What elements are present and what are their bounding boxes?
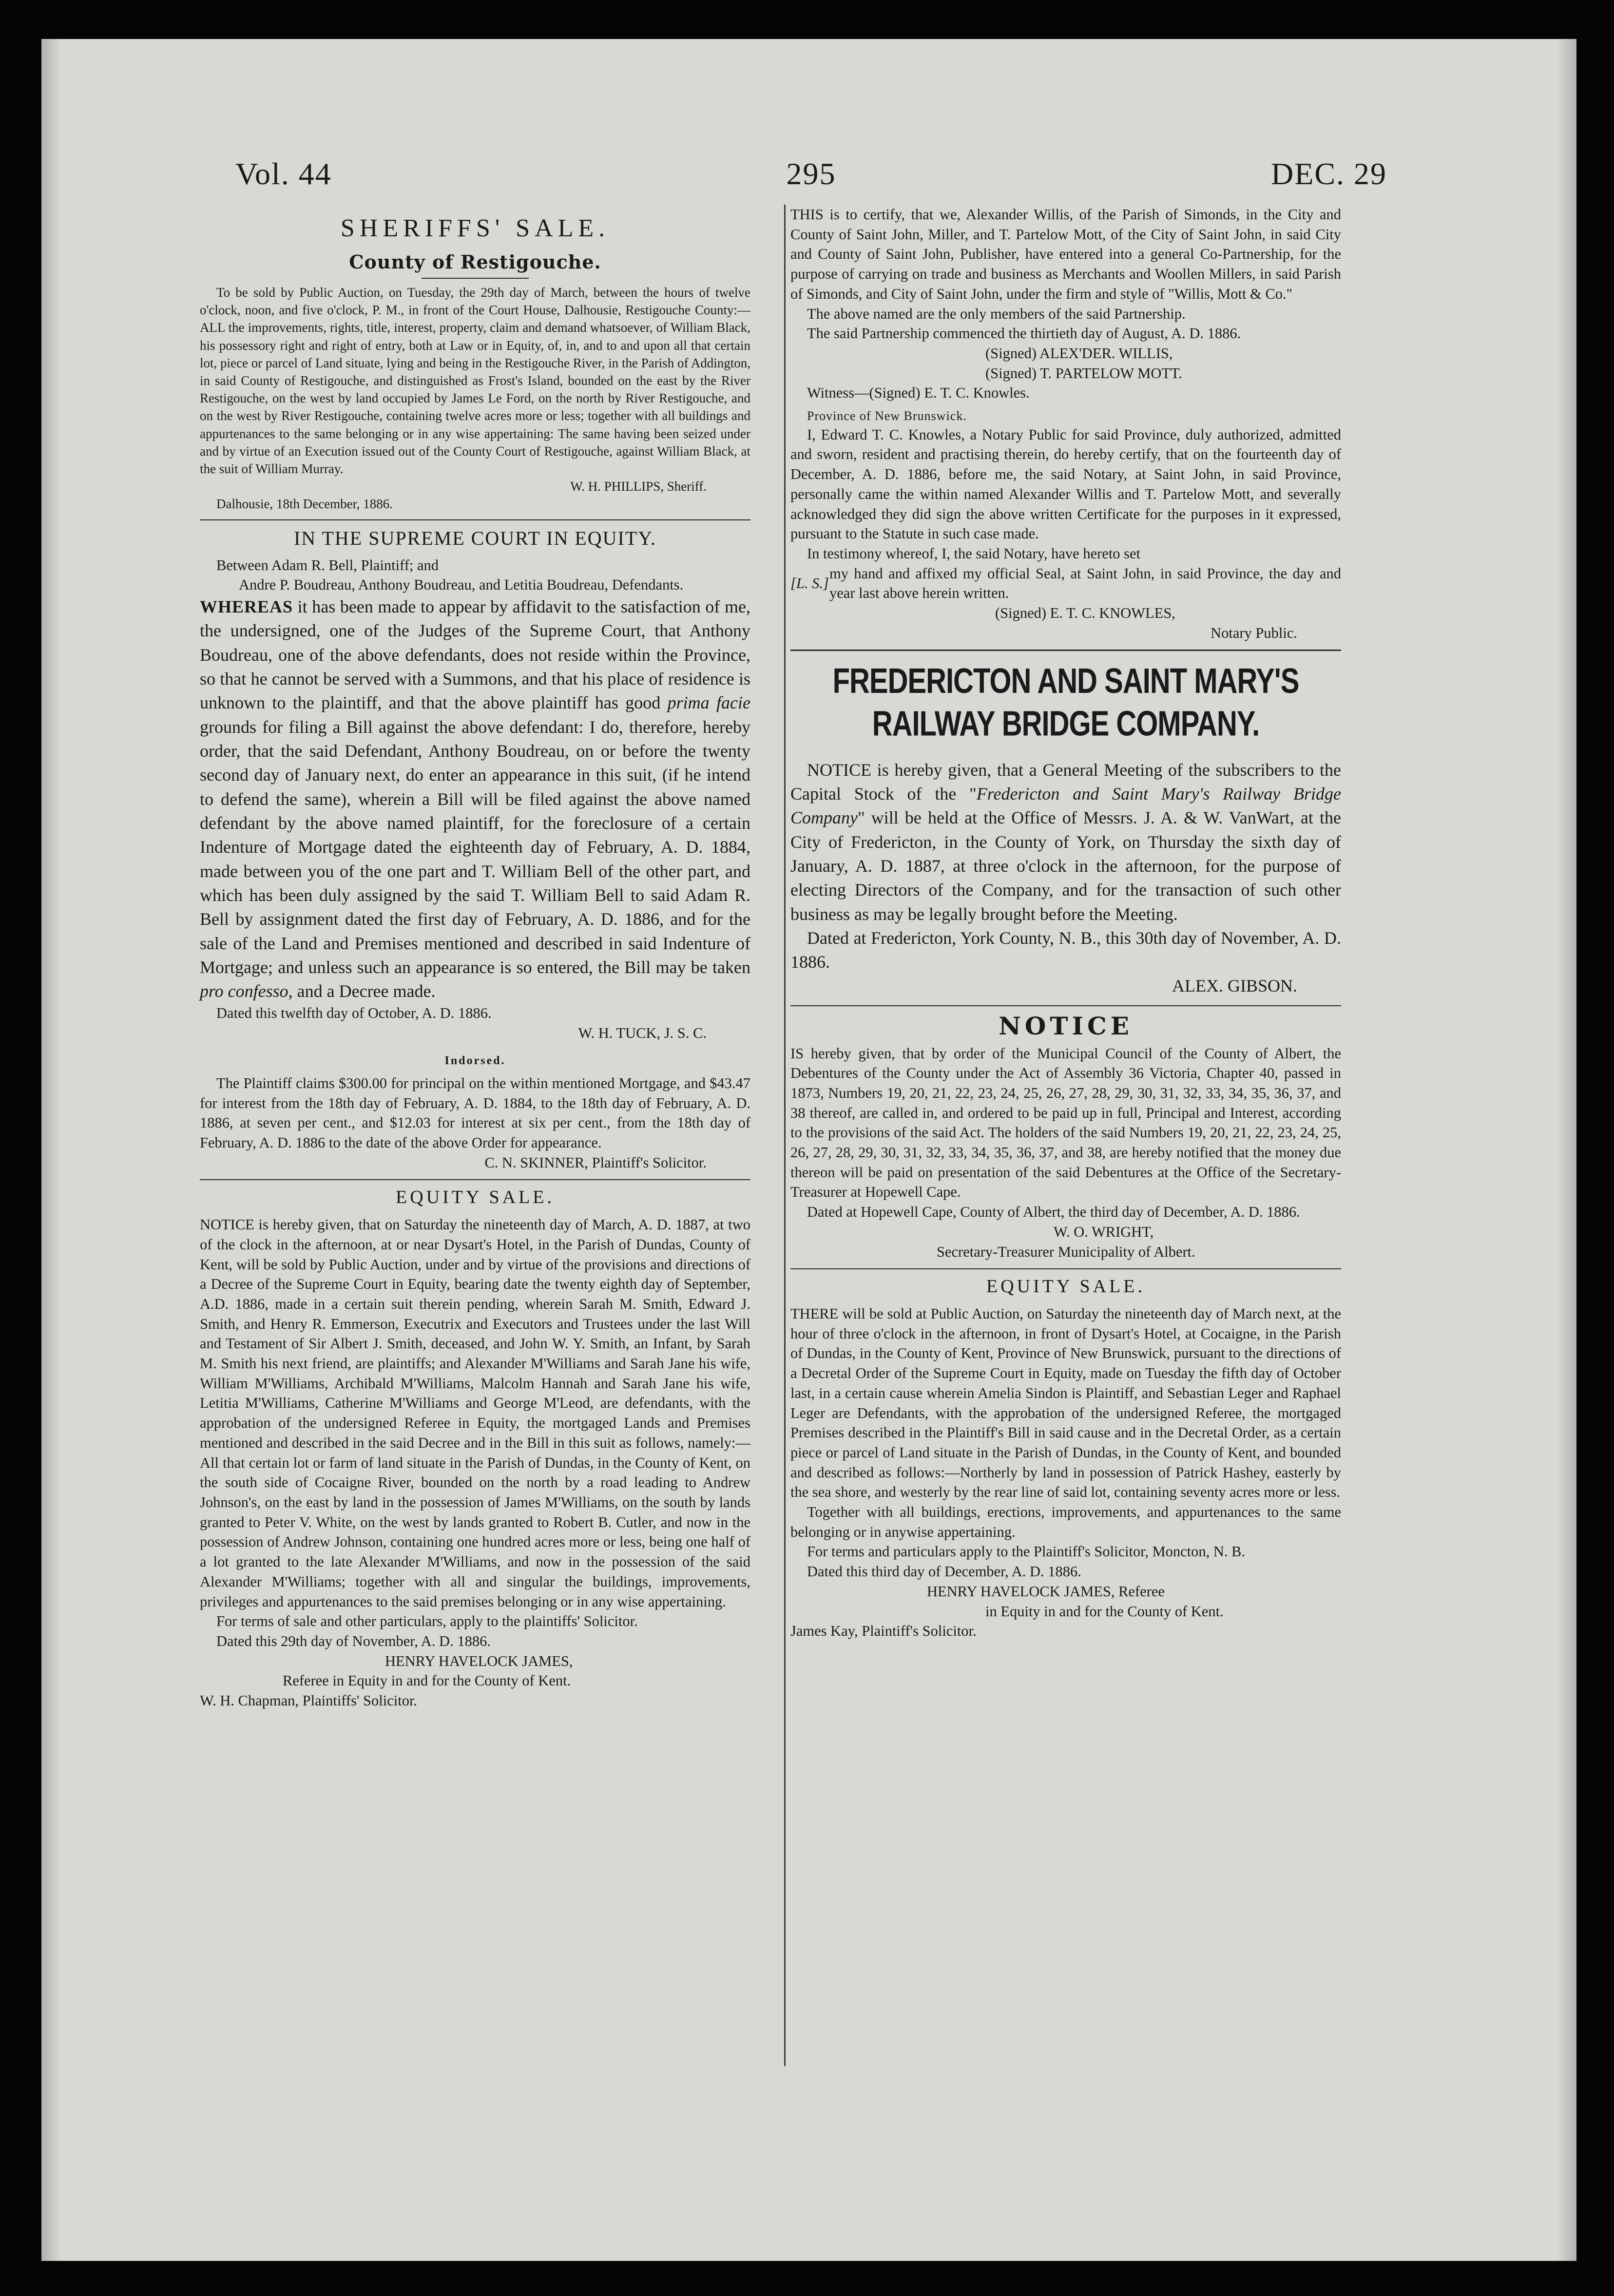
right-column	[790, 205, 1341, 1641]
witness-line: Witness—(Signed) E. T. C. Knowles.	[807, 384, 1030, 402]
testimony-body: my hand and affixed my official Seal, at Saint John, in said Province, the day and year last above herein written.	[829, 565, 1341, 602]
partnership-commenced: The said Partnership commenced the thirtieth day of August, A. D. 1886.	[807, 325, 1241, 342]
running-header	[235, 156, 1387, 200]
page-number: 295	[786, 156, 836, 191]
section-rule	[200, 519, 750, 520]
albert-dated: Dated at Hopewell Cape, County of Albert, the third day of December, A. D. 1886.	[807, 1204, 1300, 1221]
supreme-court-notice	[200, 525, 750, 1172]
sheriff-signature: W. H. PHILLIPS, Sheriff.	[570, 479, 707, 494]
county-heading: County of Restigouche.	[349, 251, 601, 273]
testimony-line: In testimony whereof, I, the said Notary, have hereto set	[807, 545, 1141, 562]
referee-name: HENRY HAVELOCK JAMES,	[385, 1652, 573, 1669]
sheriffs-sale-body: To be sold by Public Auction, on Tuesday, the 29th day of March, between the hours of twelve o'clock, noon, and five o'clock, P. M., in front of the Court House, Dalhousie, Restigouche County:— ALL the improvements, rights, title, interest, property, claim and demand whatsoever, of William Black, his possessory right and right of entry, both at Law or in Equity, of, in, and to and upon all that certain lot, piece or parcel of Land situate, lying and being in the Restigouche River, in the Parish of Addington, in said County of Restigouche, and distinguished as Frost's Island, bounded on the east by the River Restigouche, on the west by land occupied by James Le Ford, on the north by River Restigouche, and on the west by River Restigouche, containing twelve acres more or less; together with all buildings and appurtenances to the same belonging or in any wise appertaining: The same having been seized under and by virtue of an Execution issued out of the County Court of Restigouche, against William Black, at the suit of William Murray.	[200, 285, 750, 476]
scan-shadow-left	[41, 39, 61, 2261]
equity-dated-right: Dated this third day of December, A. D. 1886.	[807, 1563, 1081, 1580]
section-rule	[790, 650, 1341, 651]
supreme-dated: Dated this twelfth day of October, A. D. 1886.	[216, 1005, 492, 1022]
left-column	[200, 205, 750, 1711]
referee-name-right: HENRY HAVELOCK JAMES, Referee	[927, 1583, 1165, 1600]
defendants-line: Andre P. Boudreau, Anthony Boudreau, and Letitia Boudreau, Defendants.	[239, 576, 684, 593]
partnership-members: The above named are the only members of the said Partnership.	[807, 305, 1186, 322]
notice-title: NOTICE	[999, 1011, 1133, 1040]
referee-title-right: in Equity in and for the County of Kent.	[985, 1603, 1224, 1620]
column-divider	[784, 205, 786, 2066]
sheriffs-sale-title: SHERIFFS' SALE.	[340, 214, 610, 242]
signature-mott: (Signed) T. PARTELOW MOTT.	[985, 364, 1182, 382]
judge-signature: W. H. TUCK, J. S. C.	[578, 1025, 707, 1042]
wright-signature: W. O. WRIGHT,	[1054, 1223, 1154, 1240]
railway-bridge-notice	[790, 661, 1341, 998]
section-rule	[200, 1179, 750, 1180]
equity-sale-title-right: EQUITY SALE.	[986, 1276, 1145, 1297]
partnership-notice	[790, 205, 1341, 643]
supreme-court-body: WHEREAS it has been made to appear by affidavit to the satisfaction of me, the undersigned, one of the Judges of the Supreme Court, that Anthony Boudreau, one of the above defendants, does not reside within the Province, so that he cannot be served with a Summons, and that his place of residence is unknown to the plaintiff, and that the above plaintiff has good prima facie grounds for filing a Bill against the above defendant: I do, therefore, hereby order, that the said Defendant, Anthony Boudreau, on or before the twenty second day of January next, do enter an appearance in this suit, (if he intend to defend the same), wherein a Bill will be filed against the above named defendant by the above named plaintiff, for the foreclosure of a certain Indenture of Mortgage dated the eighteenth day of February, A. D. 1884, made between you of the one part and T. William Bell of the other part, and which has been duly assigned by the said T. William Bell to said Adam R. Bell by assignment dated the first day of February, A. D. 1886, and for the sale of the Land and Premises mentioned and described in said Indenture of Mortgage; and unless such an appearance is so entered, the Bill may be taken pro confesso, and a Decree made.	[200, 597, 750, 1001]
albert-body: IS hereby given, that by order of the Municipal Council of the County of Albert, the Debentures of the County under the Act of Assembly 36 Victoria, Chapter 40, passed in 1873, Numbers 19, 20, 21, 22, 23, 24, 25, 26, 27, 28, 29, 30, 31, 32, 33, 34, 35, 36, 37, and 38 thereof, are called in, and ordered to be paid up in full, Principal and Interest, according to the provisions of the said Act. The holders of the said Numbers 19, 20, 21, 22, 23, 24, 25, 26, 27, 28, 29, 30, 31, 32, 33, 34, 35, 36, 37, and 38, are hereby notified that the money due thereon will be paid on presentation of the said Debentures at the Office of the Secretary-Treasurer at Hopewell Cape.	[790, 1045, 1341, 1201]
equity-sale-terms: For terms of sale and other particulars, apply to the plaintiffs' Solicitor.	[216, 1613, 638, 1630]
notary-title: Notary Public.	[1210, 624, 1297, 641]
gibson-signature: ALEX. GIBSON.	[1172, 976, 1297, 996]
equity-sale-notice-left	[200, 1185, 750, 1710]
equity-sale-dated: Dated this 29th day of November, A. D. 1886.	[216, 1632, 491, 1649]
railway-bridge-title: FREDERICTON AND SAINT MARY'S RAILWAY BRIDGE COMPANY.	[832, 661, 1299, 744]
testimony-block	[790, 564, 1341, 603]
wright-title: Secretary-Treasurer Municipality of Albert.	[937, 1243, 1195, 1260]
endorsed-heading: Indorsed.	[444, 1054, 506, 1067]
province-line: Province of New Brunswick.	[807, 409, 967, 423]
equity-sale-title: EQUITY SALE.	[396, 1187, 555, 1208]
railway-bridge-dated: Dated at Fredericton, York County, N. B., this 30th day of November, A. D. 1886.	[790, 928, 1341, 972]
referee-title: Referee in Equity in and for the County of Kent.	[283, 1672, 571, 1689]
seal-mark: [L. S.]	[790, 574, 829, 592]
equity-sale-body: NOTICE is hereby given, that on Saturday the nineteenth day of March, A. D. 1887, at two of the clock in the afternoon, at or near Dysart's Hotel, in the Parish of Dundas, County of Kent, will be sold by Public Auction, under and by virtue of the provisions and directions of a Decree of the Supreme Court in Equity, bearing date the twenty eighth day of September, A.D. 1886, made in a certain suit therein pending, wherein Sarah M. Smith, Edward J. Smith, and Henry R. Emmerson, Executrix and Executors and Trustees under the last Will and Testament of Sir Albert J. Smith, deceased, and John W. Y. Smith, an Infant, by Sarah M. Smith his next friend, are plaintiffs; and Alexander M'Williams and Sarah Jane his wife, William M'Williams, Archibald M'Williams, Malcolm Hannah and Sarah Jane his wife, Letitia M'Williams, Catherine M'Williams and George M'Leod, are defendants, with the approbation of the undersigned Referee in Equity, the mortgaged Lands and Premises mentioned and described in the said Decree and in the Bill in this suit as follows, namely:—All that certain lot or farm of land situate in the Parish of Dundas, in the County of Kent, on the south side of Cocaigne River, bounded on the north by a road leading to Andrew Johnson's, on the east by land in the possession of James M'Williams, on the south by lands granted to Peter V. White, on the west by lands granted to Robert B. Cutler, and now in the possession of Andrew Johnson, containing one hundred acres more or less, being one half of a lot granted to the late Alexander M'Williams, and now in the possession of the said Alexander M'Williams; together with all and singular the buildings, improvements, privileges and appurtenances to the said premises belonging or in any wise appertaining.	[200, 1216, 750, 1610]
section-rule	[790, 1268, 1341, 1269]
supreme-court-title: IN THE SUPREME COURT IN EQUITY.	[293, 527, 657, 550]
notary-body: I, Edward T. C. Knowles, a Notary Public for said Province, duly authorized, admitted and sworn, resident and practising therein, do hereby certify, that on the fourteenth day of December, A. D. 1886, before me, the said Notary, at Saint John, in said Province, personally came the within named Alexander Willis and T. Partelow Mott, and severally acknowledged they did sign the above written Certificate for the purposes in it expressed, pursuant to the Statute in such case made.	[790, 426, 1341, 542]
plaintiff-solicitor: C. N. SKINNER, Plaintiff's Solicitor.	[484, 1154, 707, 1171]
section-rule	[790, 1005, 1341, 1006]
equity-solicitor: W. H. Chapman, Plaintiffs' Solicitor.	[200, 1692, 418, 1709]
signature-willis: (Signed) ALEX'DER. WILLIS,	[985, 344, 1173, 362]
railway-bridge-body: NOTICE is hereby given, that a General Meeting of the subscribers to the Capital Stock of the "Fredericton and Saint Mary's Railway Bridge Company" will be held at the Office of Messrs. J. A. & W. VanWart, at the City of Fredericton, in the County of York, on Thursday the sixth day of January, A. D. 1887, at three o'clock in the afternoon, for the purpose of electing Directors of the Company, and for the transaction of such other business as may be legally brought before the Meeting.	[790, 760, 1341, 924]
partnership-body: THIS is to certify, that we, Alexander Willis, of the Parish of Simonds, in the City and County of Saint John, Miller, and T. Partelow Mott, of the City of Saint John, in said City and County of Saint John, Publisher, have entered into a general Co-Partnership, for the purpose of carrying on trade and business as Merchants and Woollen Millers, in said Parish of Simonds, and City of Saint John, under the firm and style of "Willis, Mott & Co."	[790, 206, 1341, 302]
equity-terms-right: For terms and particulars apply to the Plaintiff's Solicitor, Moncton, N. B.	[807, 1543, 1246, 1560]
equity-sale-notice-right	[790, 1274, 1341, 1641]
equity-sale-body-right: THERE will be sold at Public Auction, on Saturday the nineteenth day of March next, at the hour of three o'clock in the afternoon, in front of Dysart's Hotel, at Cocaigne, in the Parish of Dundas, in the County of Kent, Province of New Brunswick, pursuant to the directions of a Decretal Order of the Supreme Court in Equity, made on Tuesday the fifth day of October last, in a certain cause wherein Amelia Sindon is Plaintiff, and Sebastian Leger and Raphael Leger are Defendants, with the approbation of the undersigned Referee, the mortgaged Premises described in the Plaintiff's Bill in said cause and in the Decretal Order, as a certain piece or parcel of Land situate in the Parish of Dundas, in the County of Kent, and bounded and described as follows:—Northerly by land in possession of Patrick Hashey, easterly by the sea shore, and westerly by the rear line of said lot, containing seventy acres more or less.	[790, 1305, 1341, 1501]
albert-debenture-notice	[790, 1010, 1341, 1262]
heading-rule	[422, 278, 529, 279]
notary-signature: (Signed) E. T. C. KNOWLES,	[995, 605, 1175, 622]
newspaper-page	[41, 39, 1576, 2261]
sheriffs-sale-notice	[200, 211, 750, 513]
issue-date: DEC. 29	[1271, 156, 1387, 191]
sheriff-dateline: Dalhousie, 18th December, 1886.	[216, 497, 393, 512]
equity-solicitor-right: James Kay, Plaintiff's Solicitor.	[790, 1623, 977, 1640]
between-line: Between Adam R. Bell, Plaintiff; and	[216, 556, 439, 574]
scan-shadow-right	[1557, 39, 1576, 2261]
endorsed-body: The Plaintiff claims $300.00 for principal on the within mentioned Mortgage, and $43.47 for interest from the 18th day of February, A. D. 1884, to the 18th day of February, A. D. 1886, at seven per cent., and $12.03 for interest at six per cent., from the 18th day of February, A. D. 1886 to the date of the above Order for appearance.	[200, 1074, 750, 1151]
equity-together: Together with all buildings, erections, improvements, and appurtenances to the same belonging or in anywise appertaining.	[790, 1504, 1341, 1540]
volume-label: Vol. 44	[235, 156, 332, 191]
